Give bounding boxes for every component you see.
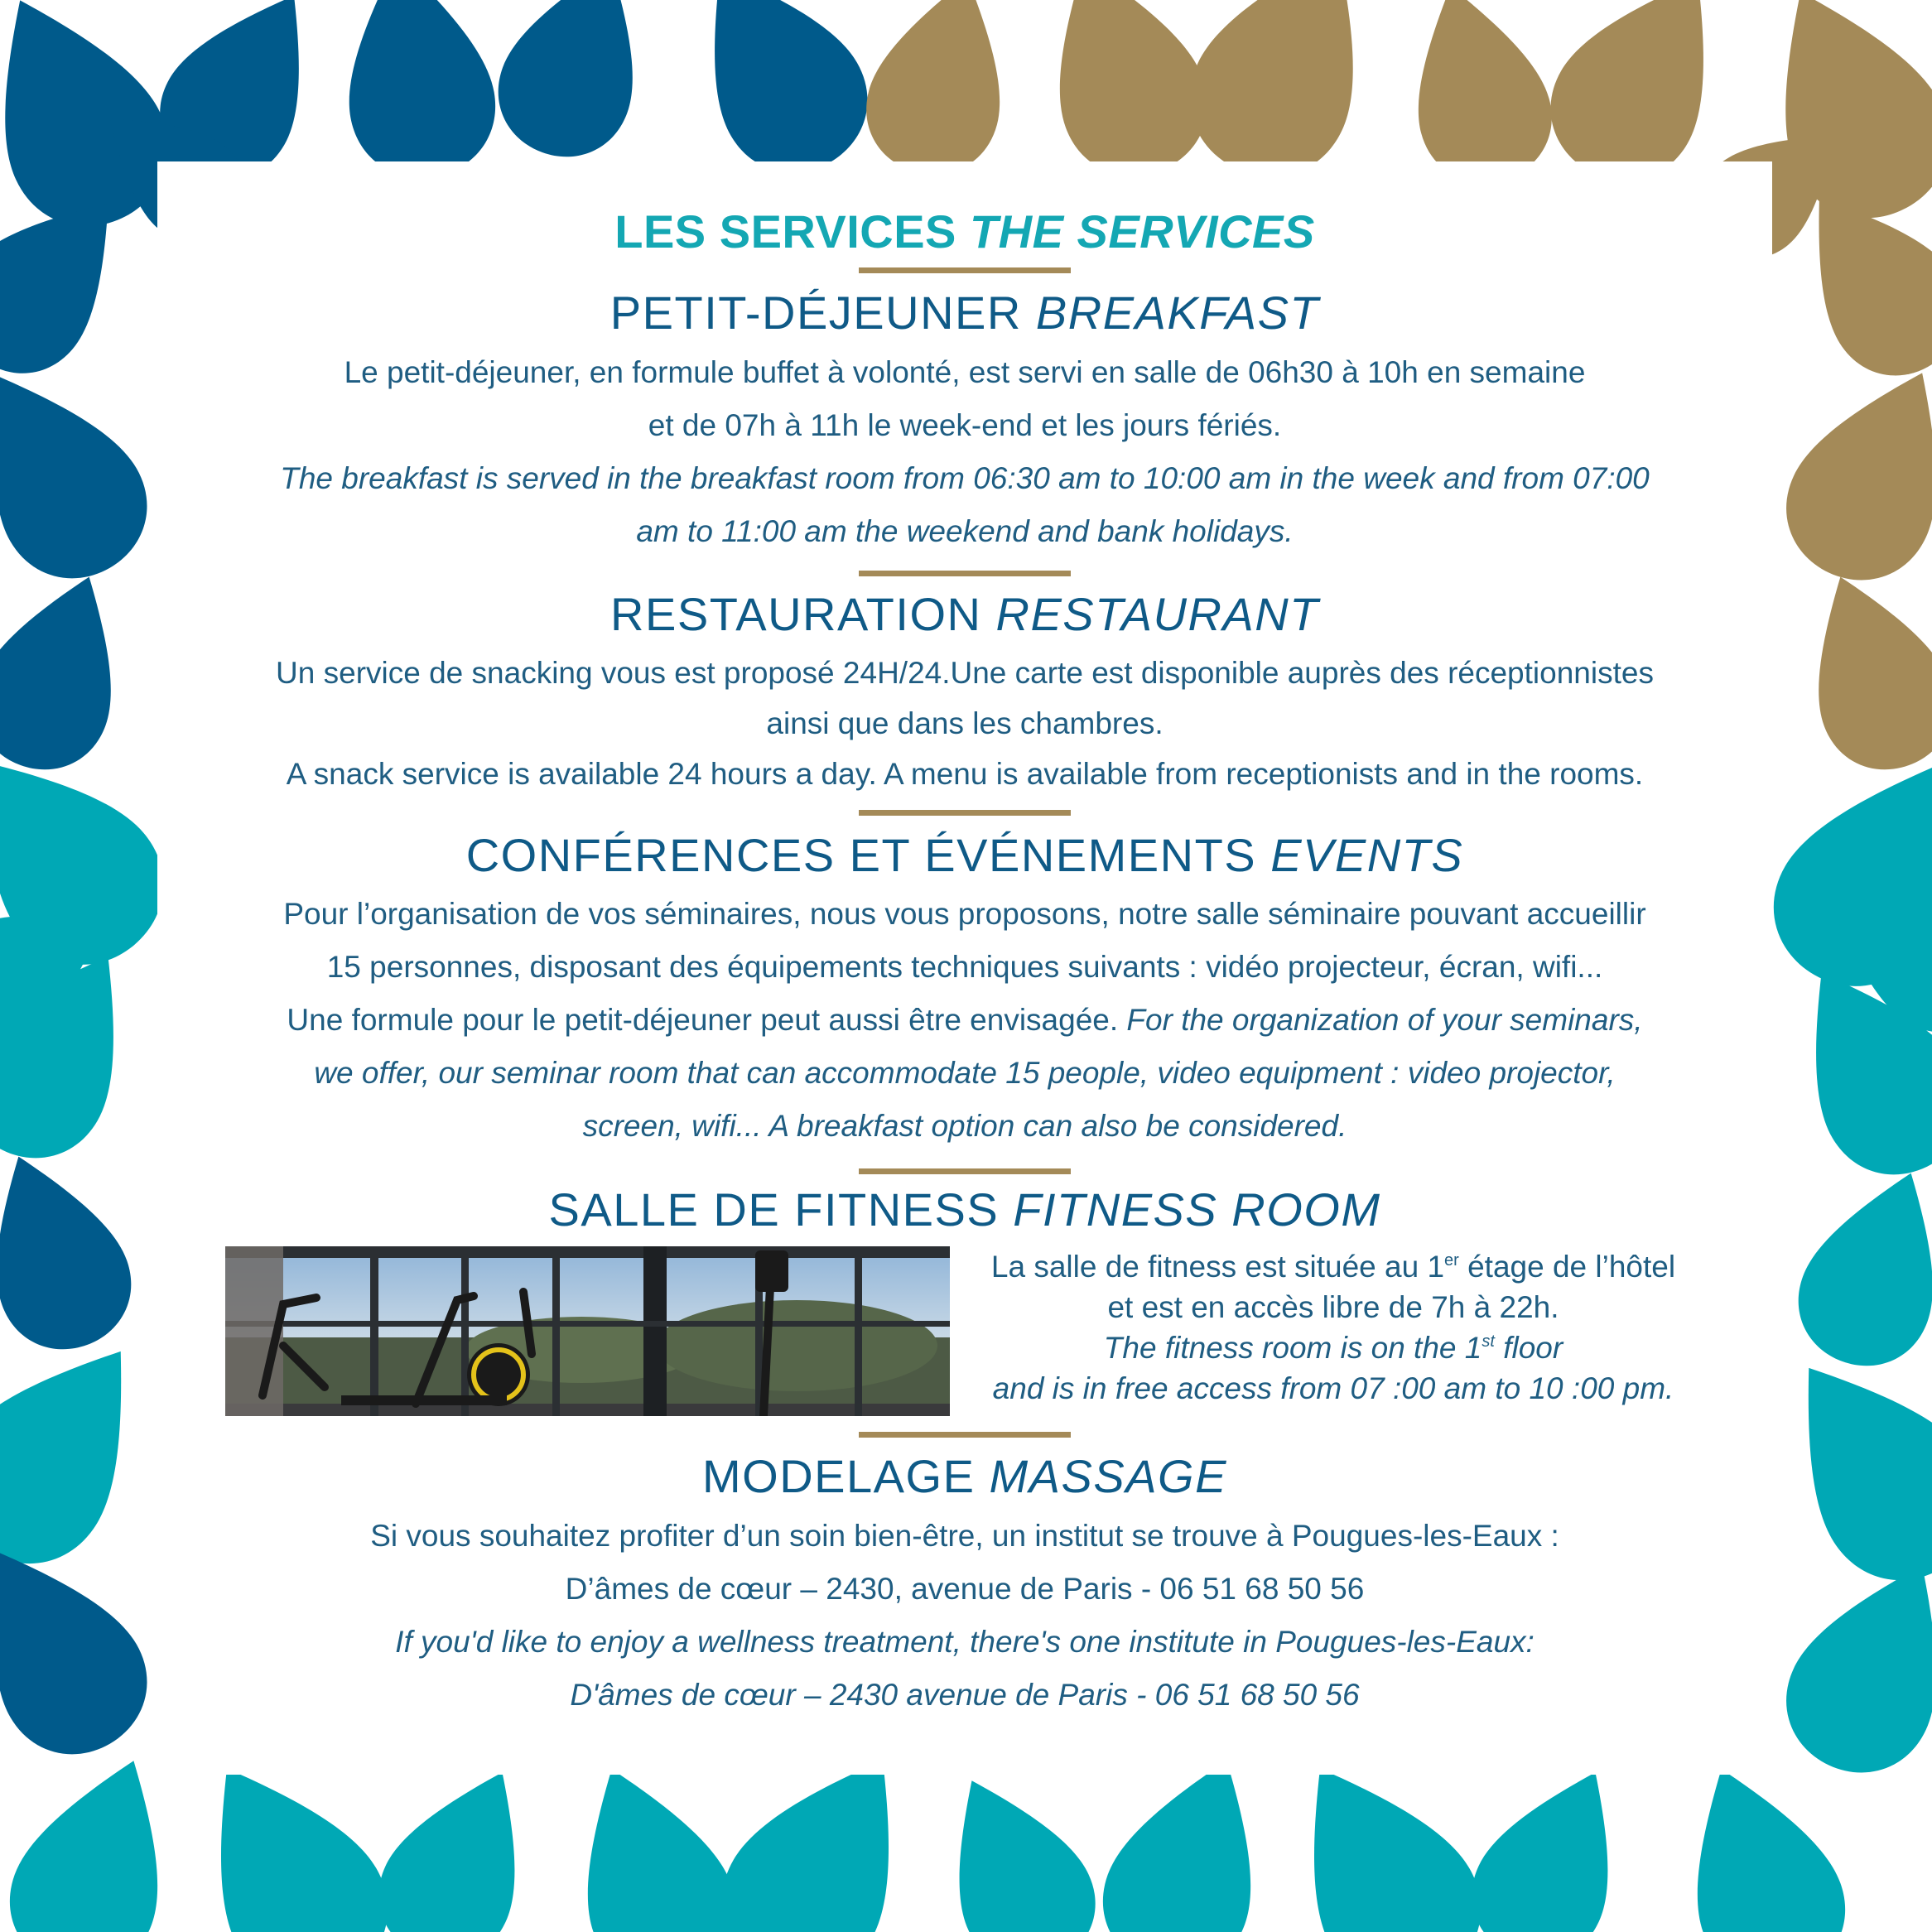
restaurant-text [157,648,1772,799]
droplet-shape [1780,1150,1932,1384]
fitness-fr-line: et est en accès libre de 7h à 22h. [1107,1290,1559,1324]
restaurant-en-line: A snack service is available 24 hours a day. A menu is available from receptionists and in the rooms. [286,757,1644,791]
droplet-shape [0,340,173,605]
restaurant-fr-line: Un service de snacking vous est proposé 24H/24.Une carte est disponible auprès des réceptionnistes [276,656,1654,690]
fitness-en-line: The fitness room is on the 1 [1103,1331,1482,1365]
fitness-fr-line: La salle de fitness est située au 1 [990,1250,1445,1284]
events-heading-fr: CONFÉRENCES ET ÉVÉNEMENTS [465,829,1257,881]
events-heading [157,828,1772,882]
fitness-fr-line: étage de l’hôtel [1458,1250,1676,1284]
restaurant-heading-fr: RESTAURATION [610,588,982,640]
breakfast-text [157,346,1772,558]
events-heading-en: EVENTS [1270,829,1464,881]
gold-divider [859,571,1071,576]
droplet-shape [0,1134,149,1367]
massage-heading [157,1449,1772,1503]
massage-heading-en: MASSAGE [989,1450,1227,1502]
restaurant-heading-en: RESTAURANT [995,588,1319,640]
events-line: we offer, our seminar room that can accommodate 15 people, video equipment : video projector, [314,1056,1616,1090]
title-en: THE SERVICES [969,205,1315,258]
restaurant-fr-line: ainsi que dans les chambres. [766,706,1164,740]
massage-heading-fr: MODELAGE [702,1450,976,1502]
fitness-heading-fr: SALLE DE FITNESS [548,1183,1000,1236]
droplet-shape [1763,342,1932,604]
breakfast-heading-en: BREAKFAST [1035,287,1320,339]
fitness-heading-en: FITNESS ROOM [1013,1183,1381,1236]
breakfast-en-line: am to 11:00 am the weekend and bank holidays. [636,514,1294,548]
services-panel [157,161,1772,1775]
gold-divider [859,1432,1071,1438]
breakfast-fr-line: et de 07h à 11h le week-end et les jours fériés. [648,408,1282,442]
gold-divider [859,810,1071,816]
massage-text [157,1510,1772,1722]
massage-en-line: If you'd like to enjoy a wellness treatment, there's one institute in Pougues-les-Eaux: [395,1625,1535,1659]
page-title [157,205,1772,258]
fitness-room-photo [225,1246,950,1416]
massage-fr-line: D’âmes de cœur – 2430, avenue de Paris - 06 51 68 50 56 [565,1572,1365,1606]
restaurant-heading [157,587,1772,641]
droplet-shape [1778,554,1932,788]
fitness-en-line: and is in free access from 07 :00 am to 10 :00 pm. [992,1371,1674,1405]
gold-divider [859,1168,1071,1174]
fitness-heading [157,1183,1772,1236]
title-fr: LES SERVICES [614,205,956,258]
fitness-en-line: floor [1494,1331,1563,1365]
breakfast-en-line: The breakfast is served in the breakfast room from 06:30 am to 10:00 am in the week and from 07:00 [280,461,1650,495]
events-line-en: For the organization of your seminars, [1126,1003,1643,1037]
droplet-shape [912,1752,1116,1932]
droplet-shape [0,554,152,788]
droplet-shape [852,0,1032,189]
fitness-text [961,1246,1706,1409]
droplet-shape [480,0,673,175]
fitness-fr-sup: er [1444,1251,1459,1270]
events-line: screen, wifi... A breakfast option can also be considered. [582,1109,1347,1143]
events-text [157,888,1772,1153]
events-line: Pour l’organisation de vos séminaires, nous vous proposons, notre salle séminaire pouvant accueillir [283,897,1646,931]
breakfast-fr-line: Le petit-déjeuner, en formule buffet à volonté, est servi en salle de 06h30 à 10h en semaine [344,355,1586,389]
massage-fr-line: Si vous souhaitez profiter d’un soin bien-être, un institut se trouve à Pougues-les-Eaux : [370,1519,1559,1553]
breakfast-heading-fr: PETIT-DÉJEUNER [609,287,1022,339]
fitness-en-sup: st [1482,1332,1495,1351]
breakfast-heading [157,286,1772,340]
massage-en-line: D'âmes de cœur – 2430 avenue de Paris - 06 51 68 50 56 [570,1678,1360,1712]
events-line-fr: Une formule pour le petit-déjeuner peut aussi être envisagée. [287,1003,1119,1037]
gold-divider [859,267,1071,273]
events-line: 15 personnes, disposant des équipements techniques suivants : vidéo projecteur, écran, wifi... [326,950,1603,984]
